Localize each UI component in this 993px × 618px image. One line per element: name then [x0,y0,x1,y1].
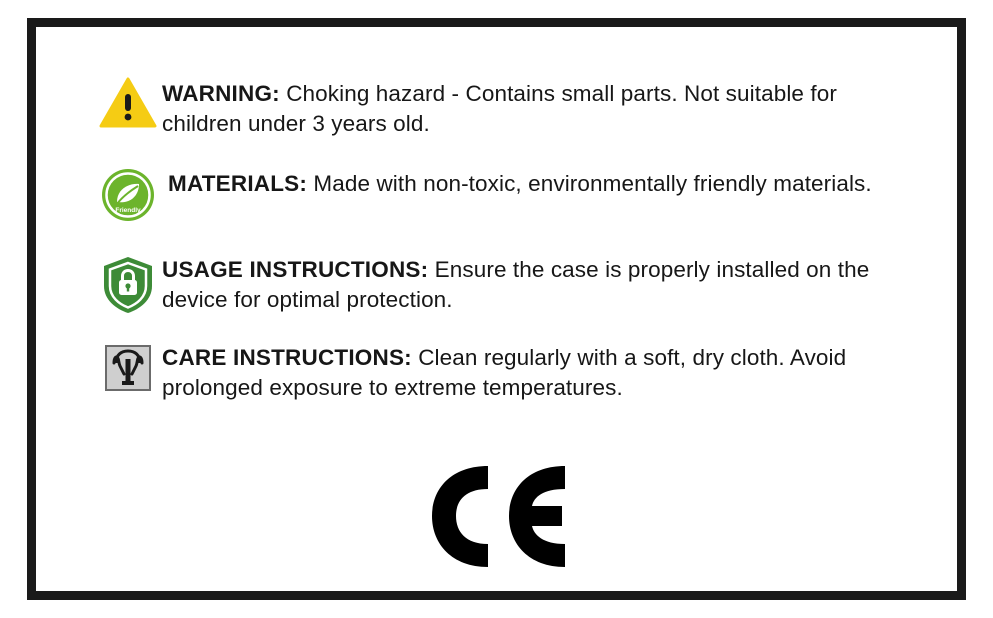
notice-usage-lead: USAGE INSTRUCTIONS: [162,256,429,282]
label-content [36,27,957,591]
notice-materials-lead: MATERIALS: [168,170,308,196]
notice-warning-lead: WARNING: [162,81,280,106]
svg-text:Friendly: Friendly [115,206,141,214]
notice-materials-body: Made with non-toxic, environmentally friendly materials. [307,170,872,196]
certification-area [36,454,957,579]
shield-protection-icon [94,253,162,315]
notice-materials [94,165,899,227]
warning-triangle-icon [94,75,162,137]
notice-usage-body: Ensure the case is properly installed on the device for optimal protection. [162,256,870,312]
notice-care-text [162,341,899,403]
notice-warning-body: Choking hazard - Contains small parts. Not suitable for children under 3 years old. [162,81,837,136]
notice-care-lead: CARE INSTRUCTIONS: [162,344,412,370]
notice-list [94,75,899,403]
ce-marking-icon [402,454,592,579]
notice-materials-text [162,165,899,199]
notice-usage-text [162,253,899,315]
handle-with-care-icon [94,341,162,403]
notice-warning [94,75,899,139]
product-safety-label [27,18,966,600]
notice-care [94,341,899,403]
notice-warning-text [162,75,899,139]
notice-usage [94,253,899,315]
notice-care-body: Clean regularly with a soft, dry cloth. Avoid prolonged exposure to extreme temperatures. [162,344,847,400]
eco-friendly-leaf-icon [94,165,162,227]
